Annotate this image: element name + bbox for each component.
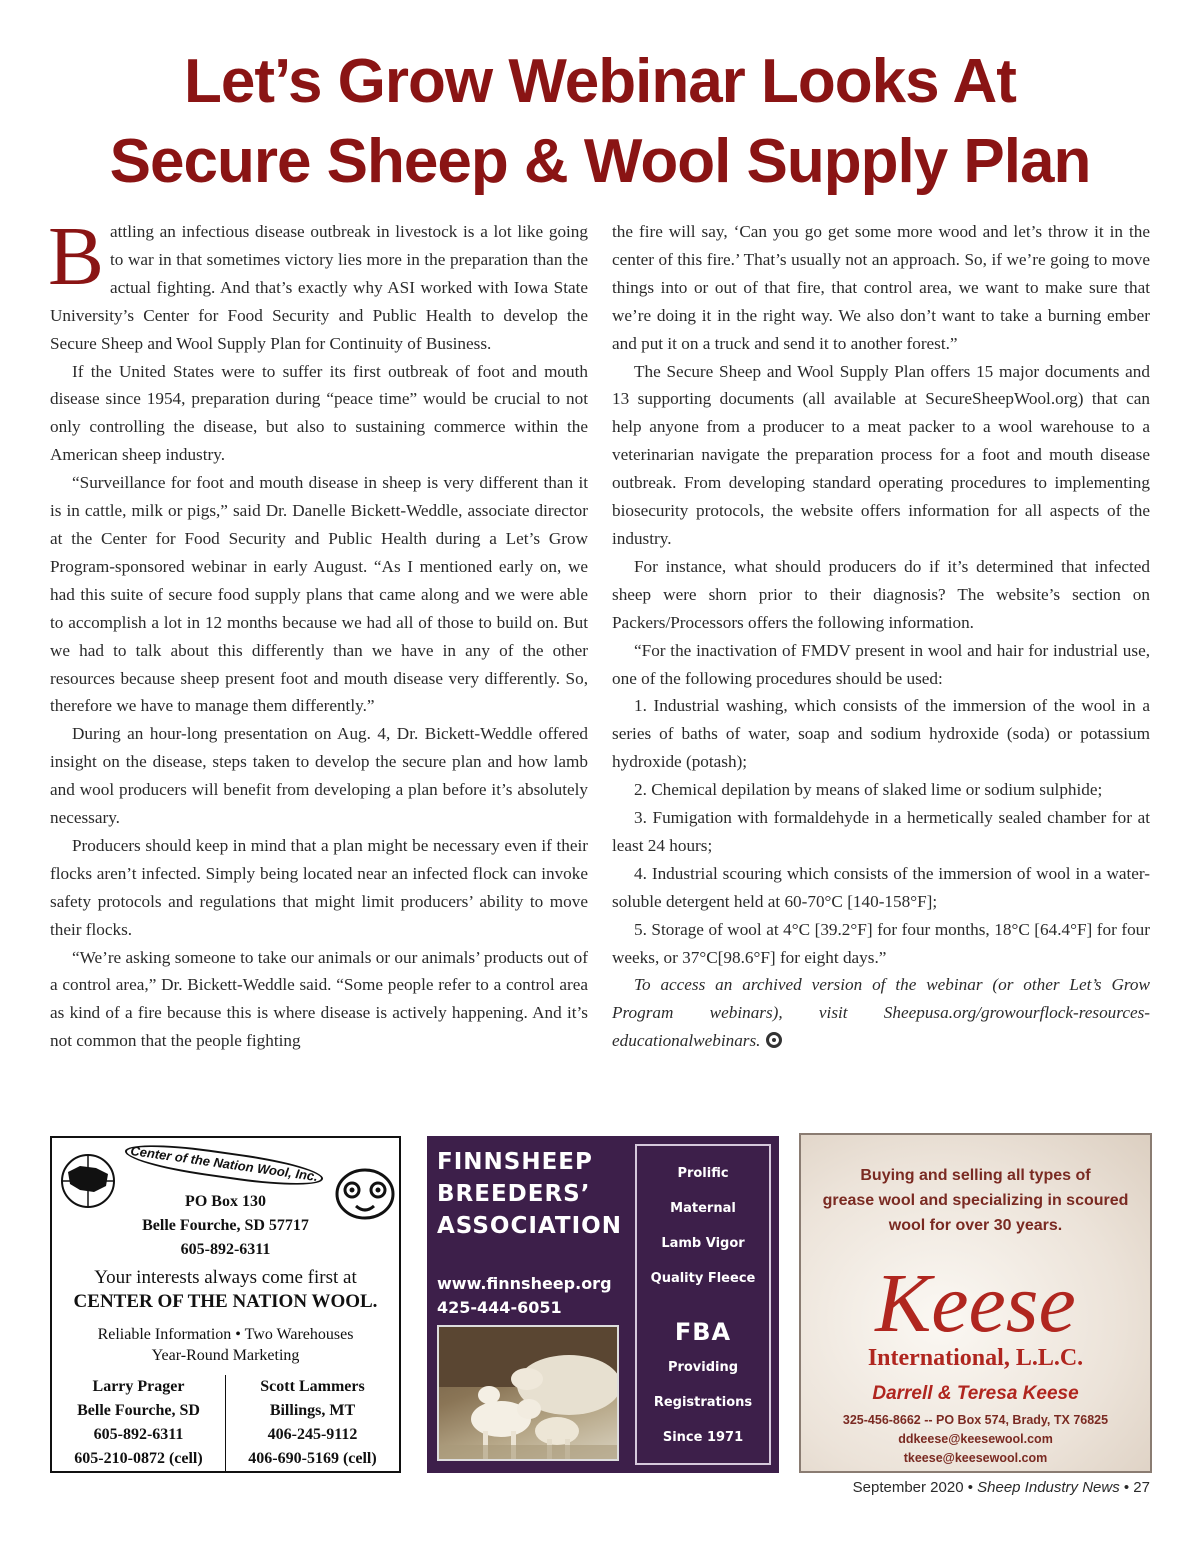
service-item: Since 1971 bbox=[662, 1430, 744, 1445]
end-mark-icon bbox=[766, 1032, 782, 1048]
right-column bbox=[612, 218, 1150, 1055]
ad-brand-logo: Keese bbox=[875, 1257, 1076, 1350]
paragraph: If the United States were to suffer its first outbreak of foot and mouth disease since 1954, preparation during “peace time” would be crucial to not only controlling the disease, but also to sustaining commerce within the American sheep industry. bbox=[50, 361, 588, 465]
paragraph: During an hour-long presentation on Aug. 4, Dr. Bickett-Weddle offered insight on the disease, steps taken to develop the secure plan and how lamb and wool producers will benefit from developing a plan before it’s absolutely necessary. bbox=[50, 724, 588, 828]
paragraph: “Surveillance for foot and mouth disease in sheep is very different than it is in cattle, milk or pigs,” said Dr. Danelle Bickett-Weddle, associate director at the Center for Food Security and Public Health during a Let’s Grow Program-sponsored webinar in early August. “As I mentioned early on, we had this suite of secure food supply plans that came along and we were able to accomplish a lot in 12 months because we had all of those to build on. But we had to talk about this differently than we have in any of the other resources because sheep present foot and mouth disease very differently. So, therefore we have to manage them differently.” bbox=[50, 473, 588, 716]
address-phone: 325-456-8662 -- PO Box 574, Brady, TX 76825 bbox=[842, 1413, 1109, 1427]
ad-finnsheep-breeders bbox=[427, 1136, 779, 1473]
ad-center-of-the-nation-wool bbox=[50, 1136, 401, 1473]
ad-sidebar bbox=[635, 1144, 771, 1465]
paragraph: The Secure Sheep and Wool Supply Plan offers 15 major documents and 13 supporting documents (all available at SecureSheepWool.org) that can help anyone from a producer to a meat packer to a wool warehouse to a veterinarian navigate the preparation process for a foot and mouth disease outbreak. From developing standard operating procedures to implementing biosecurity protocols, the website offers information for all aspects of the industry. bbox=[612, 361, 1150, 548]
ad-contact-info bbox=[437, 1272, 612, 1320]
paragraph: the fire will say, ‘Can you go get some more wood and let’s throw it in the center of this fire.’ That’s usually not an approach. So, if we’re going to move things into or out of that fire, that control area, we want to make sure that we’re doing it in the right way. We also don’t want to take a burning ember and put it on a truck and send it to another forest.” bbox=[612, 222, 1150, 353]
ad-company-name: CENTER OF THE NATION WOOL. bbox=[73, 1291, 378, 1312]
list-item: 4. Industrial scouring which consists of the immersion of wool in a water-soluble detergent held at 60-70°C [140-158°F]; bbox=[612, 863, 1150, 911]
contact-scott-lammers: Scott Lammers Billings, MT 406-245-9112 406-690-5169 (cell) bbox=[225, 1375, 399, 1471]
title-line-1: Let’s Grow Webinar Looks At bbox=[184, 47, 1016, 116]
trait-item: Lamb Vigor bbox=[661, 1236, 745, 1251]
trait-item: Maternal bbox=[670, 1201, 736, 1216]
paragraph: Producers should keep in mind that a plan might be necessary even if their flocks aren’t infected. Simply being located near an infected flock can invoke safety protocols and regulations that might limit producers’ ability to move their flocks. bbox=[50, 835, 588, 939]
ad-tagline: Your interests always come first at bbox=[94, 1267, 357, 1288]
ad-company-suffix: International, L.L.C. bbox=[867, 1345, 1084, 1371]
list-item: 1. Industrial washing, which consists of the immersion of the wool in a series of baths of water, soap and sodium hydroxide (soda) or potassium hydroxide (potash); bbox=[612, 696, 1150, 772]
contact-larry-prager: Larry Prager Belle Fourche, SD 605-892-6311 605-210-0872 (cell) bbox=[74, 1378, 203, 1467]
ad-contacts bbox=[52, 1375, 399, 1471]
page-number: • 27 bbox=[1123, 1479, 1150, 1496]
ad-acronym: FBA bbox=[674, 1318, 732, 1346]
publication-name: Sheep Industry News bbox=[977, 1479, 1120, 1496]
trait-item: Quality Fleece bbox=[650, 1271, 756, 1286]
trait-item: Prolific bbox=[677, 1166, 729, 1181]
ad-owners: Darrell & Teresa Keese bbox=[872, 1383, 1079, 1404]
page-footer bbox=[853, 1479, 1150, 1496]
ad-contact-info bbox=[801, 1411, 1150, 1468]
drop-cap: B bbox=[48, 210, 105, 303]
paragraph: “For the inactivation of FMDV present in wool and hair for industrial use, one of the following procedures should be used: bbox=[612, 640, 1150, 688]
sheep-photo bbox=[437, 1325, 619, 1461]
email-link[interactable]: tkeese@keesewool.com bbox=[903, 1451, 1048, 1465]
paragraph: Battling an infectious disease outbreak in livestock is a lot like going to war in that sometimes victory lies more in the preparation than the actual fighting. And that’s exactly why ASI worked with Iowa State University’s Center for Food Security and Public Health to develop the Secure Sheep and Wool Supply Plan for Continuity of Business. bbox=[48, 210, 588, 353]
email-link[interactable]: ddkeese@keesewool.com bbox=[898, 1432, 1053, 1446]
closing-note: To access an archived version of the webinar (or other Let’s Grow Program webinars), visit Sheepusa.org/growourflock-resources-educationalwebinars. bbox=[612, 975, 1150, 1051]
left-column bbox=[48, 210, 588, 1055]
service-item: Providing bbox=[667, 1360, 739, 1375]
phone-number: 425-444-6051 bbox=[437, 1298, 562, 1317]
list-item: 3. Fumigation with formaldehyde in a hermetically sealed chamber for at least 24 hours; bbox=[612, 808, 1150, 855]
ad-features: Reliable Information • Two Warehouses Year-Round Marketing bbox=[97, 1326, 354, 1364]
ad-blurb: Buying and selling all types of grease wool and specializing in scoured wool for over 30 years. bbox=[822, 1167, 1129, 1234]
title-line-2: Secure Sheep & Wool Supply Plan bbox=[109, 127, 1091, 196]
website-link[interactable]: www.finnsheep.org bbox=[437, 1274, 612, 1293]
service-item: Registrations bbox=[653, 1395, 753, 1410]
paragraph: “We’re asking someone to take our animals or our animals’ products out of a control area,” Dr. Bickett-Weddle said. “Some people refer to a control area as kind of a fire because this is where disease is actively happening. And it’s not common that the people fighting bbox=[50, 947, 588, 1051]
issue-date: September 2020 • bbox=[852, 1479, 973, 1496]
article-title bbox=[0, 42, 1200, 202]
list-item: 2. Chemical depilation by means of slaked lime or sodium sulphide; bbox=[634, 780, 1103, 800]
ad-keese-international bbox=[799, 1133, 1152, 1473]
ad-address: PO Box 130 Belle Fourche, SD 57717 605-892-6311 bbox=[142, 1193, 309, 1258]
paragraph: For instance, what should producers do if it’s determined that infected sheep were shorn prior to their diagnosis? The website’s section on Packers/Processors offers the following information. bbox=[612, 556, 1150, 632]
list-item: 5. Storage of wool at 4°C [39.2°F] for four months, 18°C [64.4°F] for four weeks, or 37°C[98.6°F] for eight days.” bbox=[612, 919, 1150, 967]
company-logo: Center of the Nation Wool, Inc. bbox=[123, 1138, 325, 1192]
ad-org-name: FINNSHEEP BREEDERS’ ASSOCIATION bbox=[437, 1149, 622, 1239]
